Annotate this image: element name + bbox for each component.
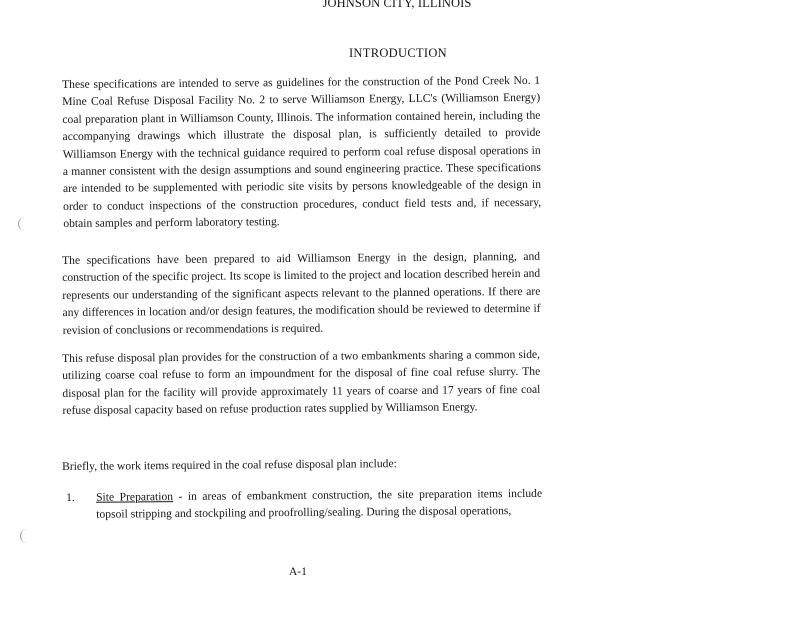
paragraph-work-items-intro: Briefly, the work items required in the coal refuse disposal plan include:: [62, 457, 397, 473]
section-title-text: INTRODUCTION: [348, 46, 448, 60]
list-item-number: 1.: [66, 490, 75, 504]
binding-hole-mark: [20, 529, 30, 543]
list-item-heading: Site Preparation: [96, 490, 174, 504]
paragraph-purpose: These specifications are intended to serve as guidelines for the construction of the Pond Creek No. 1 Mine Coal Refuse Disposal Facility No. 2 to serve Williamson Energy, LLC's (Williamson Energy) coal preparation plant in Williamson County, Illinois. The information contained herein, including the accompanying drawings which illustrate the disposal plan, is sufficiently detailed to provide Williamson Energy with the technical guidance required to perform coal refuse disposal operations in a manner consistent with the design assumptions and sound engineering practice. These specifications are intended to be supplemented with periodic site visits by persons knowledgeable of the design in order to conduct inspections of the construction procedures, conduct field tests and, if necessary, obtain samples and perform laboratory testing.: [62, 73, 542, 231]
page-number: A-1: [289, 566, 307, 578]
section-title: [0, 46, 800, 61]
header-location: JOHNSON CITY, ILLINOIS: [322, 0, 472, 10]
document-header: [0, 0, 800, 11]
list-item-body: [96, 485, 542, 524]
list-item-text: - in areas of embankment construction, the site preparation items include topsoil stripping and stockpiling and proofrolling/sealing. During the disposal operations,: [96, 486, 543, 522]
list-item-site-preparation: [66, 485, 542, 524]
paragraph-plan-overview: This refuse disposal plan provides for the construction of a two embankments sharing a common side, utilizing coarse coal refuse to form an impoundment for the disposal of fine coal refuse slurry. The disposal plan for the facility will provide approximately 11 years of coarse and 17 years of fine coal refuse disposal capacity based on refuse production rates supplied by Williamson Energy.: [62, 347, 541, 418]
binding-hole-mark: [18, 217, 28, 231]
paragraph-scope: The specifications have been prepared to aid Williamson Energy in the design, planning, and construction of the specific project. Its scope is limited to the project and location described herein and represents our understanding of the significant aspects relevant to the planned operations. If there are any differences in location and/or design features, the modification should be reviewed to determine if revision of conclusions or recommendations is required.: [62, 249, 541, 337]
